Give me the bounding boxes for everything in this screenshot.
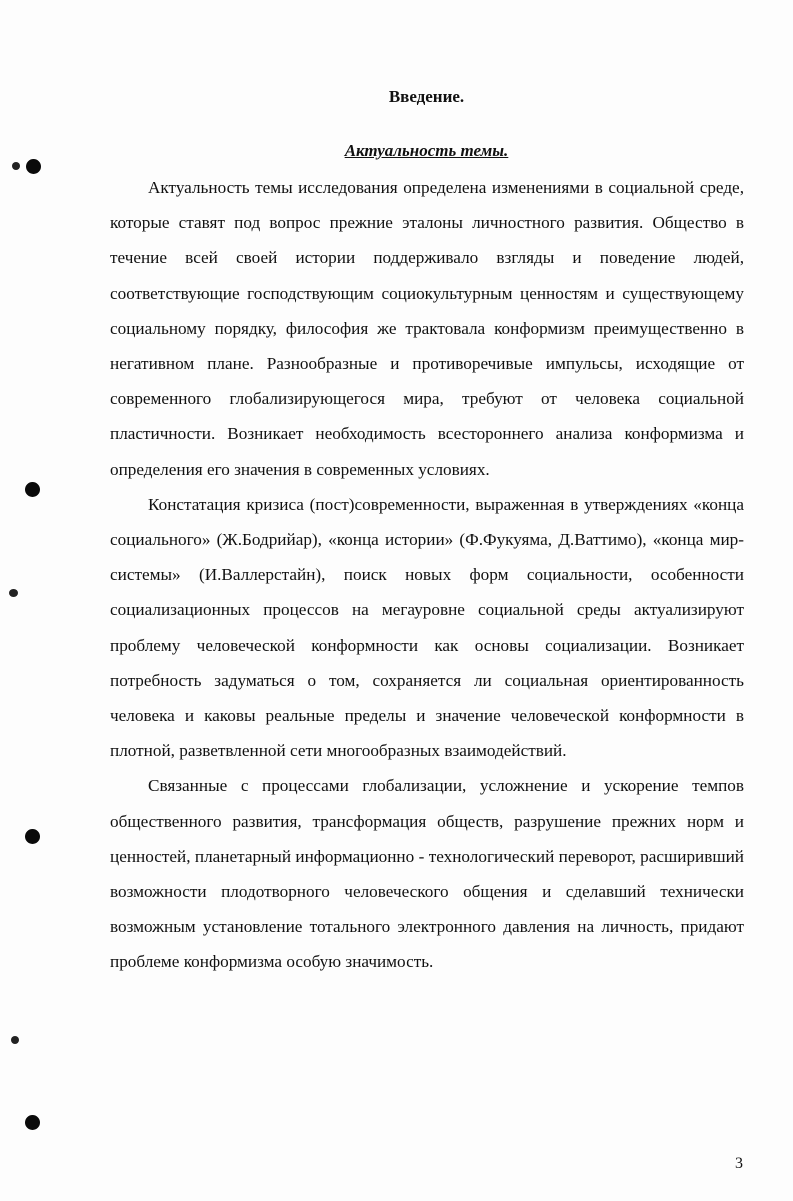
- paragraph: Констатация кризиса (пост)современности, выраженная в утверждениях «конца социального» (Ж.Бодрийар), «конца истории» (Ф.Фукуяма, Д.Ваттимо), «конца мир-системы» (И.Валлерстайн), поиск новых форм социальности, особенности социализационных процессов на мегауровне социальной среды актуализируют проблему человеческой конформности как основы социализации. Возникает потребность задуматься о том, сохраняется ли социальная ориентированность человека и каковы реальные пределы и значение человеческой конформности в плотной, разветвленной сети многообразных взаимодействий.: [110, 494, 744, 761]
- punch-hole: [26, 159, 41, 174]
- punch-hole: [25, 829, 40, 844]
- paragraph: Актуальность темы исследования определена изменениями в социальной среде, которые ставят под вопрос прежние эталоны личностного развития. Общество в течение всей своей истории поддерживало взгляды и поведение людей, соответствующие господствующим социокультурным ценностям и существующему социальному порядку, философия же трактовала конформизм преимущественно в негативном плане. Разнообразные и противоречивые импульсы, исходящие от современного глобализирующегося мира, требуют от человека социальной пластичности. Возникает необходимость всестороннего анализа конформизма и определения его значения в современных условиях.: [110, 178, 744, 479]
- scan-speck: [12, 162, 20, 170]
- scan-speck: [11, 1036, 19, 1044]
- document-title: Введение.: [388, 87, 465, 106]
- paragraph: Связанные с процессами глобализации, усложнение и ускорение темпов общественного развития, трансформация обществ, разрушение прежних норм и ценностей, планетарный информационно - технологический переворот, расширивший возможности плодотворного человеческого общения и сделавший технически возможным установление тотального электронного давления на личность, придают проблеме конформизма особую значимость.: [110, 776, 744, 972]
- document-body: [110, 170, 744, 980]
- page-number: 3: [735, 1155, 743, 1172]
- punch-hole: [25, 1115, 40, 1130]
- scan-speck: [9, 589, 18, 597]
- punch-hole: [25, 482, 40, 497]
- section-title: Актуальность темы.: [344, 141, 509, 160]
